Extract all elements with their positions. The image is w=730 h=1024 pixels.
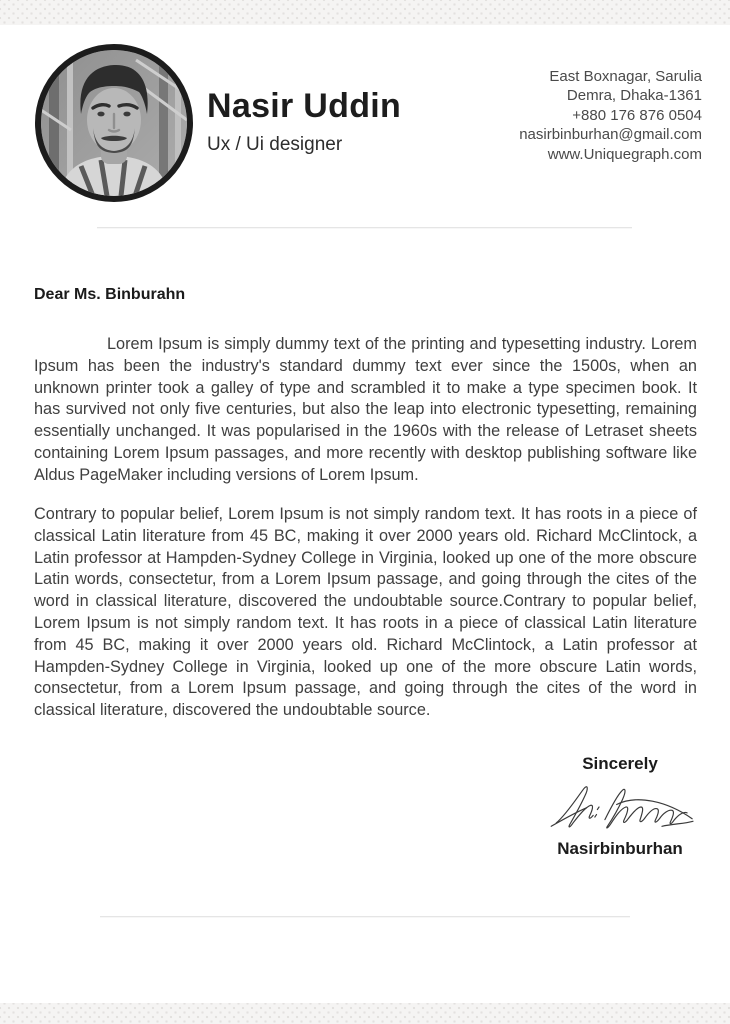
portrait-image bbox=[41, 50, 187, 196]
header-identity bbox=[207, 87, 401, 156]
closing-word: Sincerely bbox=[582, 754, 658, 773]
signature-image bbox=[544, 781, 696, 833]
closing-block bbox=[520, 754, 720, 859]
letter-paragraph-2: Contrary to popular belief, Lorem Ipsum is not simply random text. It has roots in a piece of classical Latin literature from 45 BC, making it over 2000 years old. Richard McClintock, a Latin professor at Hampden-Sydney College in Virginia, looked up one of the more obscure Latin words, consectetur, from a Lorem Ipsum passage, and going through the cites of the word in classical literature, discovered the undoubtable source.Contrary to popular belief, Lorem Ipsum is not simply random text. It has roots in a piece of classical Latin literature from 45 BC, making it over 2000 years old. Richard McClintock, a Latin professor at Hampden-Sydney College in Virginia, looked up one of the more obscure Latin words, consectetur, from a Lorem Ipsum passage, and going through the cites of the word in classical literature, discovered the undoubtable source. bbox=[34, 505, 697, 720]
signature-name: Nasirbinburhan bbox=[557, 839, 683, 858]
letter-paragraph-1: Lorem Ipsum is simply dummy text of the printing and typesetting industry. Lorem Ipsum has been the industry's standard dummy text ever since the 1500s, when an unknown printer took a galley of type and scrambled it to make a type specimen book. It has survived not only five centuries, but also the leap into electronic typesetting, remaining essentially unchanged. It was popularised in the 1960s with the release of Letraset sheets containing Lorem Ipsum passages, and more recently with desktop publishing software like Aldus PageMaker including versions of Lorem Ipsum. bbox=[34, 335, 697, 484]
contact-info bbox=[519, 67, 702, 164]
letter-paper bbox=[0, 25, 730, 1003]
profile-photo bbox=[35, 44, 193, 202]
contact-email: nasirbinburhan@gmail.com bbox=[519, 126, 702, 144]
person-job-title: Ux / Ui designer bbox=[207, 134, 343, 155]
footer-divider bbox=[100, 916, 630, 917]
contact-address-line1: East Boxnagar, Sarulia bbox=[549, 68, 702, 85]
contact-phone: +880 176 876 0504 bbox=[572, 106, 702, 124]
person-name: Nasir Uddin bbox=[207, 87, 402, 125]
contact-website: www.Uniquegraph.com bbox=[547, 145, 702, 163]
contact-address-line2: Demra, Dhaka-1361 bbox=[566, 87, 702, 105]
letter-greeting: Dear Ms. Binburahn bbox=[34, 286, 186, 303]
header-divider bbox=[97, 227, 632, 228]
